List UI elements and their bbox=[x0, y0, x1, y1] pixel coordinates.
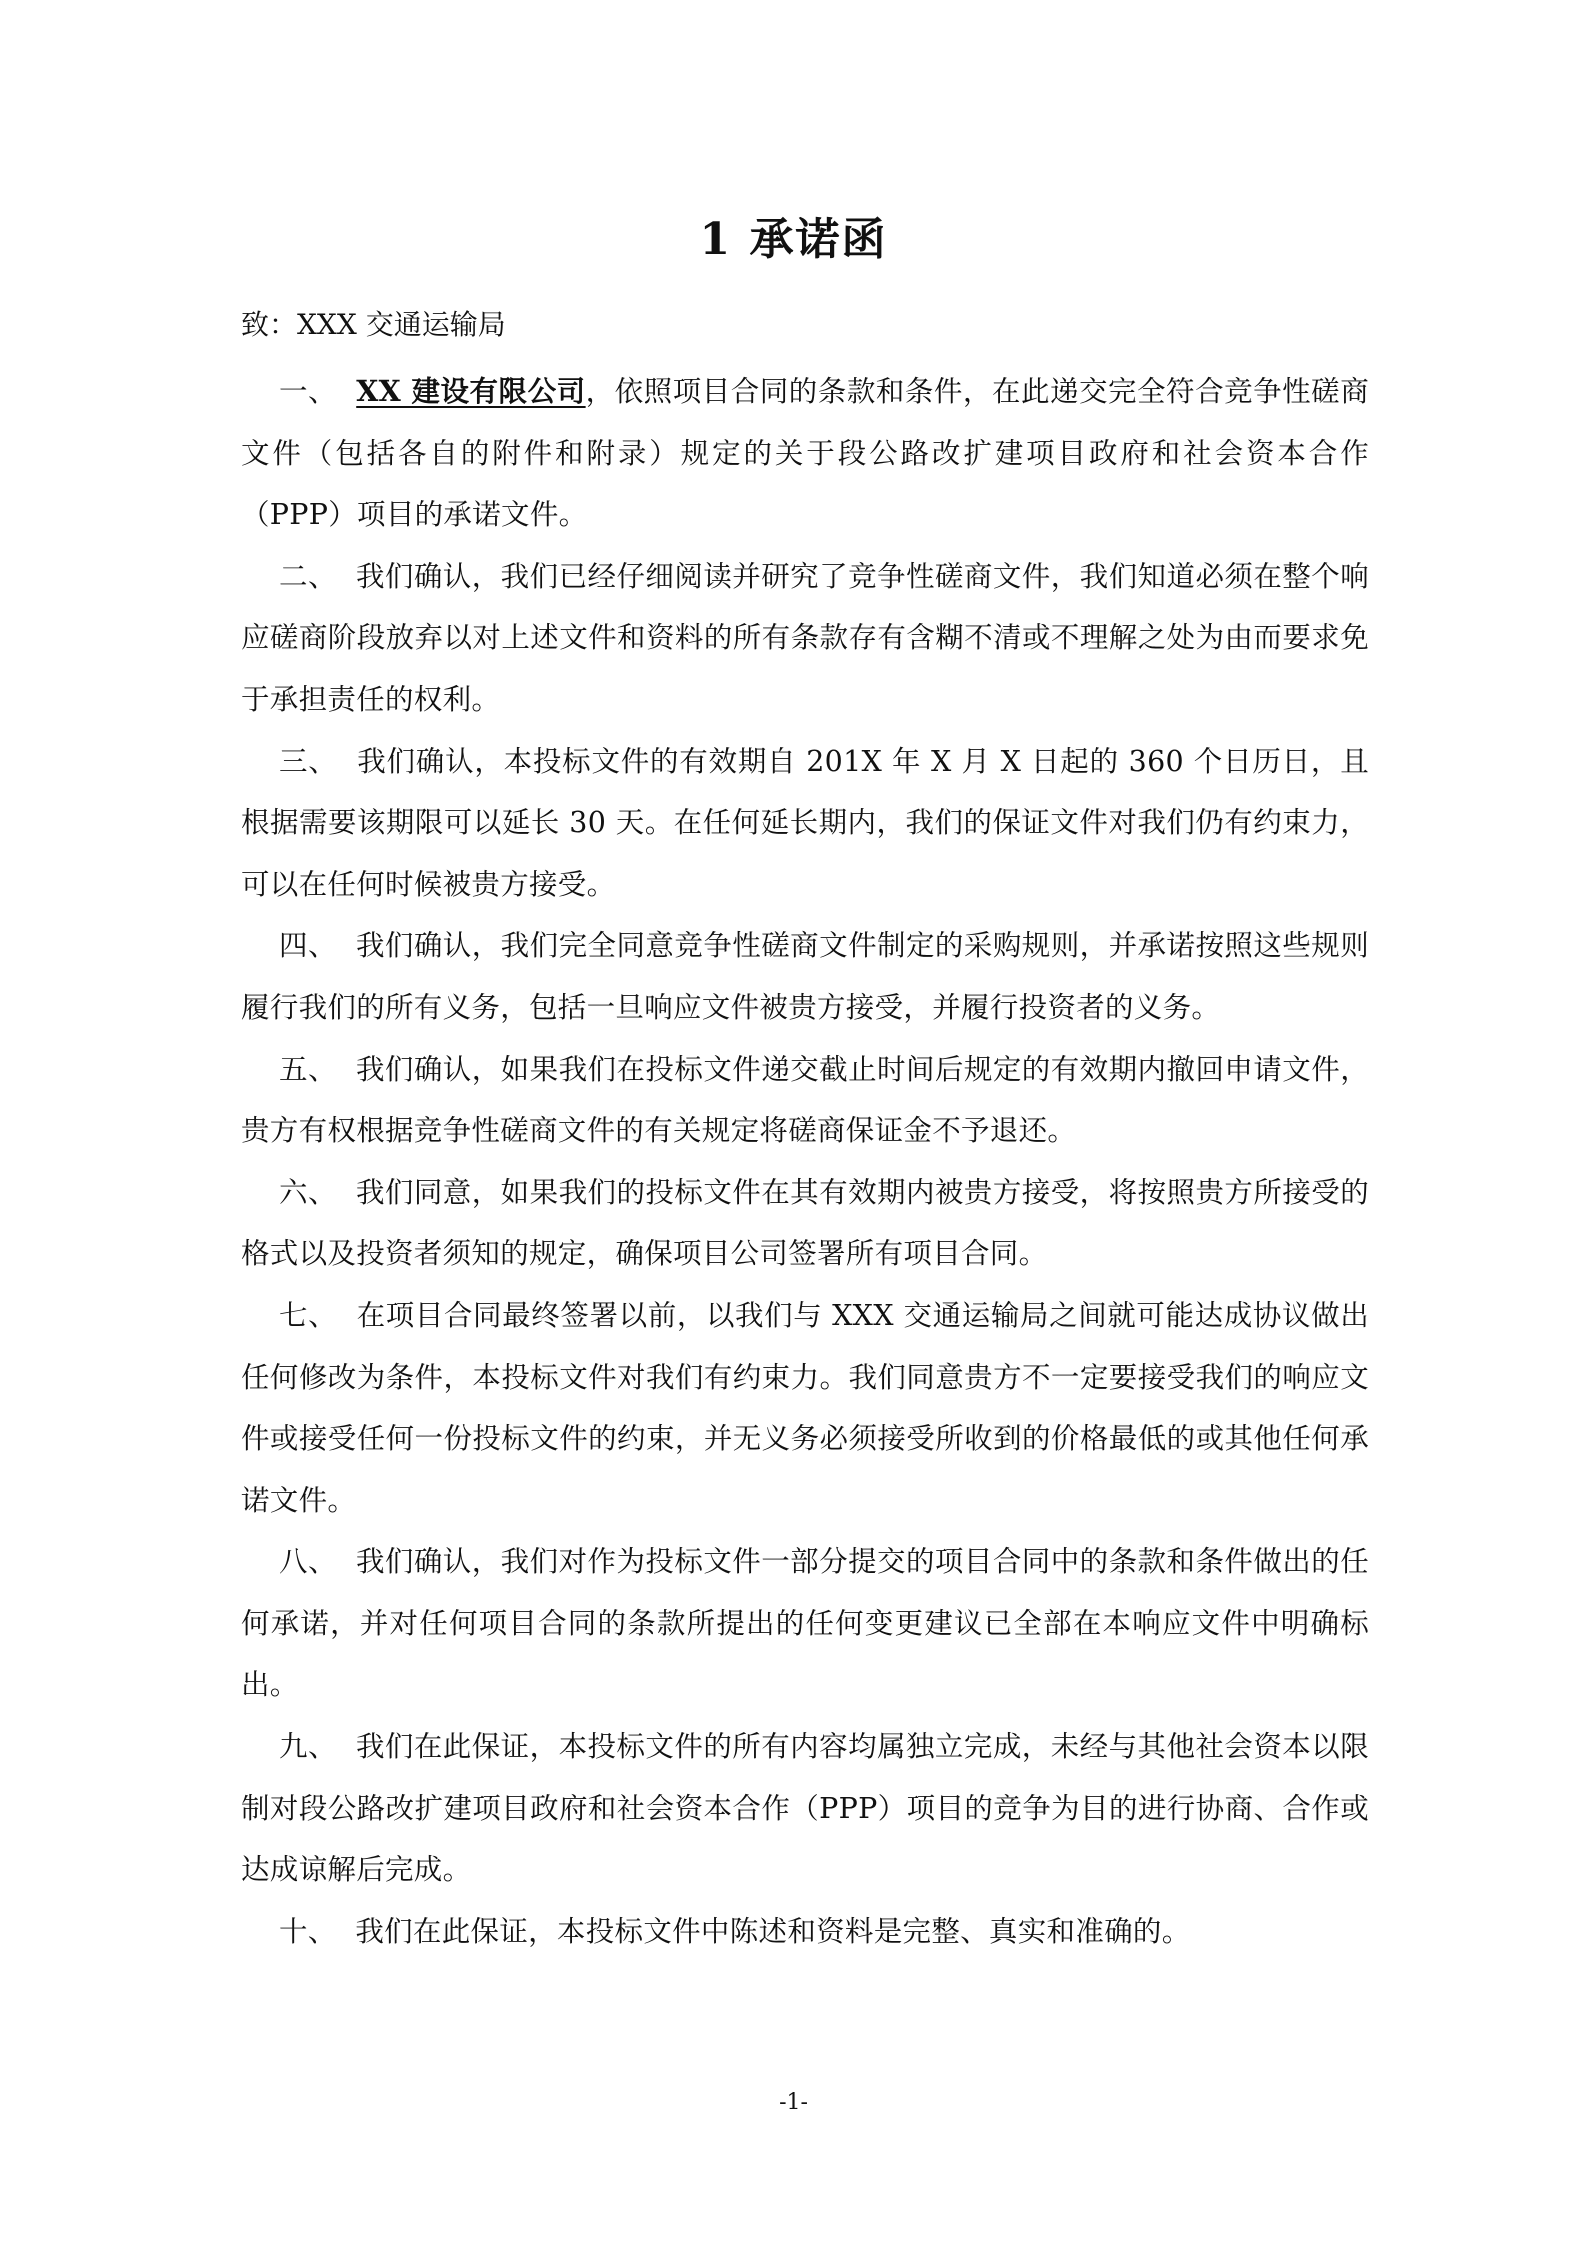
paragraph-1 bbox=[241, 361, 1369, 546]
paragraph-4 bbox=[241, 915, 1369, 1038]
paragraph-8 bbox=[241, 1531, 1369, 1716]
company-name: XX 建设有限公司 bbox=[356, 374, 586, 408]
paragraph-3 bbox=[241, 731, 1369, 916]
page-title: 1 承诺函 bbox=[699, 214, 888, 265]
paragraph-text: ，依照项目合同的条款和条件，在此递交完全符合竞争性磋商文件（包括各自的附件和附录）规定的关于段公路改扩建项目政府和社会资本合作（PPP）项目的承诺文件。 bbox=[241, 375, 1369, 532]
paragraph-label: 一、 bbox=[279, 375, 338, 408]
addressee-line: 致：XXX 交通运输局 bbox=[241, 308, 506, 341]
page-number: -1- bbox=[779, 2090, 808, 2115]
paragraph-text: 我们确认，我们对作为投标文件一部分提交的项目合同中的条款和条件做出的任何承诺，并对任何项目合同的条款所提出的任何变更建议已全部在本响应文件中明确标出。 bbox=[241, 1545, 1370, 1702]
paragraph-label: 四、 bbox=[279, 929, 337, 963]
paragraph-label: 三、 bbox=[279, 744, 338, 778]
paragraph-text: 在项目合同最终签署以前，以我们与 XXX 交通运输局之间就可能达成协议做出任何修改为条件，本投标文件对我们有约束力。我们同意贵方不一定要接受我们的响应文件或接受任何一份投标文件的约束，并无义务必须接受所收到的价格最低的或其他任何承诺文件。 bbox=[241, 1298, 1370, 1517]
paragraph-text: 我们确认，我们完全同意竞争性磋商文件制定的采购规则，并承诺按照这些规则履行我们的所有义务，包括一旦响应文件被贵方接受，并履行投资者的义务。 bbox=[241, 929, 1370, 1024]
paragraph-text: 我们在此保证，本投标文件中陈述和资料是完整、真实和准确的。 bbox=[355, 1914, 1191, 1948]
paragraph-6 bbox=[241, 1162, 1369, 1285]
paragraph-2 bbox=[241, 546, 1369, 731]
paragraph-label: 九、 bbox=[279, 1730, 337, 1764]
paragraph-label: 二、 bbox=[279, 559, 337, 593]
paragraph-5 bbox=[241, 1039, 1369, 1162]
paragraph-7 bbox=[241, 1285, 1369, 1531]
paragraph-label: 十、 bbox=[279, 1914, 337, 1948]
commitment-body bbox=[241, 361, 1369, 1962]
paragraph-text: 我们确认，本投标文件的有效期自 201X 年 X 月 X 日起的 360 个日历日，且根据需要该期限可以延长 30 天。在任何延长期内，我们的保证文件对我们仍有约束力，可以在任何时候被贵方接受。 bbox=[241, 744, 1369, 901]
paragraph-label: 五、 bbox=[279, 1052, 337, 1086]
paragraph-label: 八、 bbox=[279, 1545, 337, 1579]
paragraph-label: 七、 bbox=[279, 1298, 338, 1332]
paragraph-9 bbox=[241, 1716, 1369, 1901]
paragraph-10 bbox=[241, 1901, 1369, 1963]
paragraph-text: 我们在此保证，本投标文件的所有内容均属独立完成，未经与其他社会资本以限制对段公路改扩建项目政府和社会资本合作（PPP）项目的竞争为目的进行协商、合作或达成谅解后完成。 bbox=[241, 1730, 1370, 1887]
paragraph-text: 我们确认，如果我们在投标文件递交截止时间后规定的有效期内撤回申请文件，贵方有权根据竞争性磋商文件的有关规定将磋商保证金不予退还。 bbox=[241, 1052, 1370, 1148]
paragraph-text: 我们同意，如果我们的投标文件在其有效期内被贵方接受，将按照贵方所接受的格式以及投资者须知的规定，确保项目公司签署所有项目合同。 bbox=[241, 1175, 1370, 1271]
paragraph-label: 六、 bbox=[279, 1175, 337, 1209]
paragraph-text: 我们确认，我们已经仔细阅读并研究了竞争性磋商文件，我们知道必须在整个响应磋商阶段放弃以对上述文件和资料的所有条款存有含糊不清或不理解之处为由而要求免于承担责任的权利。 bbox=[241, 559, 1370, 716]
